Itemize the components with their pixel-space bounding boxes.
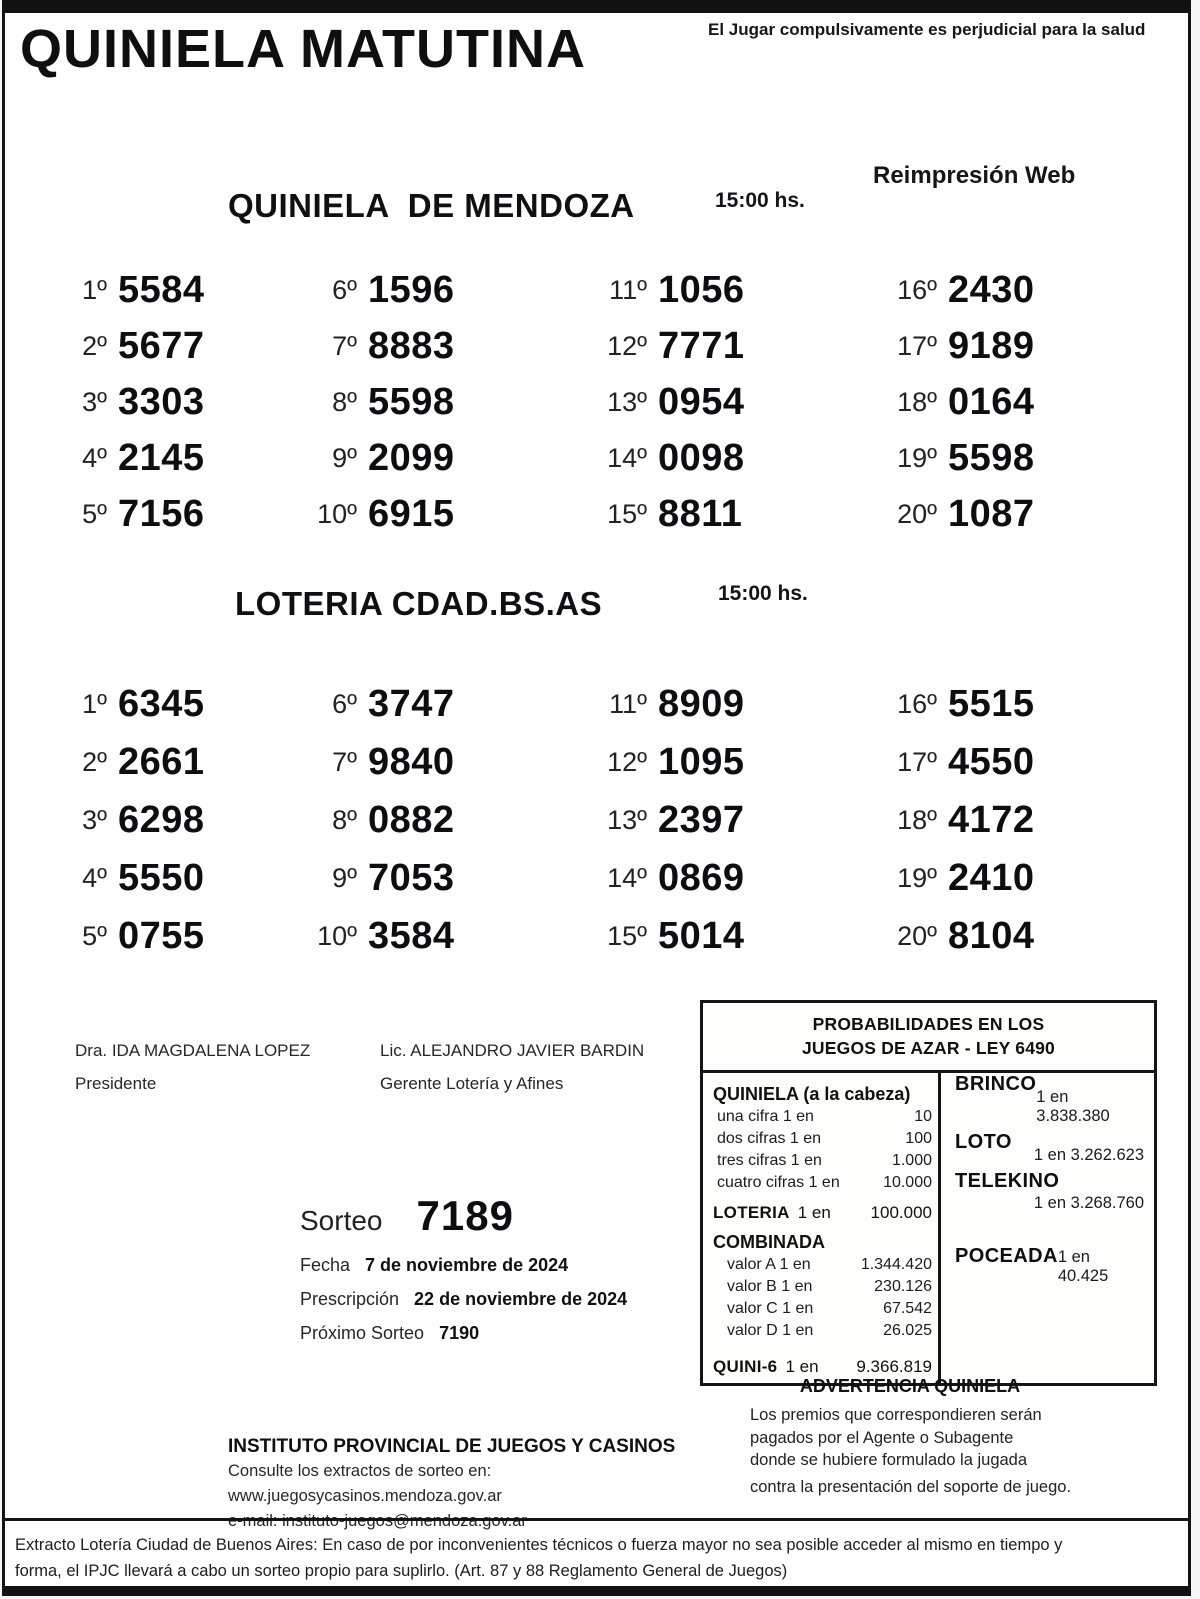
result-item [55,733,305,791]
result-item [885,430,1155,486]
result-position: 11º [609,274,647,305]
result-position: 5º [82,498,107,529]
result-item [885,907,1155,965]
result-item [885,733,1155,791]
next-draw-line [300,1323,479,1344]
result-item [885,849,1155,907]
result-position: 17º [897,330,937,361]
result-item [595,791,885,849]
result-position: 2º [82,330,107,361]
result-item [305,907,595,965]
odds-row [713,1128,932,1150]
result-item [55,849,305,907]
section-time-bsas: 15:00 hs. [718,582,808,605]
result-number: 8811 [658,492,743,535]
result-position: 16º [897,688,937,719]
result-position: 1º [82,688,107,719]
result-position: 10º [317,920,357,951]
result-item [595,675,885,733]
odds-value: 1 en 3.838.380 [1036,1088,1110,1125]
result-number: 7053 [368,856,455,899]
result-item [595,262,885,318]
result-number: 6345 [118,682,205,725]
result-position: 15º [607,498,647,529]
result-position: 13º [607,804,647,835]
result-number: 3584 [368,914,455,957]
institute-name: INSTITUTO PROVINCIAL DE JUEGOS Y CASINOS [228,1436,676,1457]
institute-consult-line: Consulte los extractos de sorteo en: [228,1462,492,1480]
game-odds-entry [955,1170,1144,1213]
result-number: 2397 [658,798,745,841]
result-number: 0098 [658,436,745,479]
result-position: 12º [607,746,647,777]
warning-lines [715,1404,1135,1498]
game-name: QUINI-6 [713,1357,778,1376]
result-item [885,791,1155,849]
result-position: 2º [82,746,107,777]
result-number: 5677 [118,324,205,367]
footer-note-line: forma, el IPJC llevará a cabo un sorteo propio para suplirlo. (Art. 87 y 88 Reglamento General de Juegos) [15,1562,788,1580]
warning-line: pagados por el Agente o Subagente [750,1428,1014,1447]
signature-manager [380,1040,644,1095]
odds-label: tres cifras 1 en [717,1152,822,1169]
signature-role: Presidente [75,1074,157,1093]
combinada-odds-rows [713,1254,932,1342]
result-number: 5014 [658,914,745,957]
probabilities-left-column [703,1073,941,1383]
result-item [595,733,885,791]
odds-value: 1 en 40.425 [1057,1248,1109,1285]
result-position: 15º [607,920,647,951]
combinada-odds-header: COMBINADA [713,1232,825,1252]
odds-value: 100 [905,1130,932,1147]
odds-value: 26.025 [883,1322,932,1339]
warning-line: Los premios que correspondieren serán [750,1406,1042,1424]
next-draw-value: 7190 [439,1323,480,1343]
result-item [305,430,595,486]
warning-block [715,1376,1135,1498]
result-number: 2145 [118,436,205,479]
footer-note-line: Extracto Lotería Ciudad de Buenos Aires: En caso de por inconvenientes técnicos o fuerza mayor no sea posible acceder al mismo en tiempo y [15,1536,1063,1554]
signature-role: Gerente Lotería y Afines [380,1074,564,1093]
date-value: 7 de noviembre de 2024 [365,1255,569,1275]
probabilities-right-column [941,1073,1154,1383]
result-item [55,675,305,733]
result-item [305,849,595,907]
loteria-odds-row [713,1201,932,1225]
odds-label: valor A 1 en [727,1256,811,1273]
result-position: 19º [897,442,937,473]
result-position: 12º [607,330,647,361]
odds-row [713,1254,932,1276]
prescription-value: 22 de noviembre de 2024 [414,1289,628,1309]
odds-value: 10.000 [883,1174,932,1191]
date-label: Fecha [300,1255,351,1275]
result-item [595,374,885,430]
reprint-label: Reimpresión Web [873,162,1076,189]
health-warning-text: El Jugar compulsivamente es perjudicial para la salud [708,20,1146,39]
result-item [595,907,885,965]
result-number: 6915 [368,492,455,535]
draw-label: Sorteo [300,1205,383,1236]
result-number: 0755 [118,914,205,957]
signature-name: Dra. IDA MAGDALENA LOPEZ [75,1041,311,1060]
result-number: 9840 [368,740,455,783]
result-position: 4º [82,862,107,893]
result-number: 5550 [118,856,205,899]
result-number: 7771 [658,324,745,367]
result-item [55,374,305,430]
odds-value: 1.344.420 [860,1256,932,1273]
result-position: 8º [332,386,357,417]
prescription-line [300,1289,627,1310]
result-position: 17º [897,746,937,777]
result-item [885,318,1155,374]
odds-label: cuatro cifras 1 en [717,1174,840,1191]
odds-mid: 1 en [785,1357,819,1376]
results-grid-mendoza [55,262,1155,542]
institute-email: e-mail: instituto-juegos@mendoza.gov.ar [228,1512,527,1530]
result-item [885,374,1155,430]
result-number: 5515 [948,682,1035,725]
result-item [885,486,1155,542]
result-item [55,430,305,486]
result-position: 5º [82,920,107,951]
result-number: 0882 [368,798,455,841]
result-item [55,262,305,318]
result-number: 1596 [368,268,455,311]
result-number: 2430 [948,268,1035,311]
odds-label: una cifra 1 en [717,1108,814,1125]
result-number: 5598 [368,380,455,423]
result-number: 1056 [658,268,745,311]
warning-line: contra la presentación del soporte de juego. [750,1477,1072,1496]
next-draw-label: Próximo Sorteo [300,1323,425,1343]
result-number: 5584 [118,268,205,311]
result-number: 2410 [948,856,1035,899]
result-number: 3747 [368,682,455,725]
odds-value: 9.366.819 [856,1357,932,1376]
prescription-label: Prescripción [300,1289,400,1309]
result-item [305,486,595,542]
result-position: 10º [317,498,357,529]
odds-row [713,1150,932,1172]
result-position: 16º [897,274,937,305]
result-number: 7156 [118,492,205,535]
result-item [595,486,885,542]
warning-title: ADVERTENCIA QUINIELA [799,1376,1021,1396]
probabilities-title-line1: PROBABILIDADES EN LOS [812,1014,1045,1034]
result-position: 19º [897,862,937,893]
result-position: 20º [897,498,937,529]
game-odds-entry [955,1131,1144,1165]
document-title: QUINIELA MATUTINA [20,19,586,79]
result-number: 9189 [948,324,1035,367]
odds-value: 1 en 3.268.760 [1033,1194,1144,1212]
draw-number-line [300,1192,514,1240]
game-name: LOTO [955,1131,1012,1153]
footer-note-box [5,1518,1188,1586]
odds-value: 1 en 3.262.623 [1033,1146,1144,1164]
result-item [595,430,885,486]
result-item [55,791,305,849]
result-item [885,262,1155,318]
result-item [55,486,305,542]
institute-website: www.juegosycasinos.mendoza.gov.ar [228,1487,502,1505]
signature-name: Lic. ALEJANDRO JAVIER BARDIN [380,1041,645,1060]
odds-value: 67.542 [883,1300,932,1317]
result-number: 8909 [658,682,745,725]
result-position: 7º [332,746,357,777]
quiniela-odds-rows [713,1106,932,1194]
game-name: BRINCO [955,1073,1037,1095]
result-position: 9º [332,862,357,893]
section-time-mendoza: 15:00 hs. [715,189,805,212]
result-position: 7º [332,330,357,361]
game-name: POCEADA [955,1245,1058,1267]
result-item [595,849,885,907]
game-name: LOTERIA [713,1203,790,1222]
result-item [305,791,595,849]
result-number: 0164 [948,380,1035,423]
result-position: 3º [82,386,107,417]
result-number: 0869 [658,856,745,899]
result-position: 9º [332,442,357,473]
section-title-mendoza: QUINIELA DE MENDOZA [228,187,635,224]
odds-label: valor D 1 en [727,1322,814,1339]
result-number: 2099 [368,436,455,479]
odds-value: 1.000 [891,1152,932,1169]
draw-number: 7189 [416,1192,514,1239]
odds-row [713,1320,932,1342]
result-number: 1087 [948,492,1035,535]
result-number: 5598 [948,436,1035,479]
result-item [305,318,595,374]
result-number: 0954 [658,380,745,423]
game-odds-entry [955,1073,1144,1126]
odds-row [713,1298,932,1320]
result-number: 3303 [118,380,205,423]
result-position: 20º [897,920,937,951]
result-item [305,374,595,430]
result-item [305,733,595,791]
result-position: 3º [82,804,107,835]
probabilities-body [703,1073,1154,1383]
warning-line: donde se hubiere formulado la jugada [750,1451,1028,1469]
result-number: 8104 [948,914,1035,957]
result-position: 6º [332,274,357,305]
odds-mid: 1 en [797,1203,831,1222]
odds-row [713,1172,932,1194]
result-position: 14º [607,862,647,893]
result-position: 11º [609,688,647,719]
odds-label: dos cifras 1 en [717,1130,822,1147]
odds-row [713,1276,932,1298]
result-position: 14º [607,442,647,473]
result-item [305,675,595,733]
draw-date-line [300,1255,568,1276]
result-position: 4º [82,442,107,473]
section-title-bsas: LOTERIA CDAD.BS.AS [235,585,603,622]
signature-president [75,1040,310,1095]
result-position: 1º [82,274,107,305]
result-number: 2661 [118,740,205,783]
odds-value: 10 [914,1108,932,1125]
probabilities-box [700,1000,1157,1386]
odds-label: valor C 1 en [727,1300,814,1317]
result-position: 18º [897,386,937,417]
result-number: 6298 [118,798,205,841]
result-number: 4550 [948,740,1035,783]
result-item [55,318,305,374]
odds-value: 230.126 [874,1278,932,1295]
result-item [55,907,305,965]
result-item [595,318,885,374]
document-page [2,0,1191,1596]
result-position: 18º [897,804,937,835]
game-name: TELEKINO [955,1170,1060,1192]
game-odds-entry [955,1245,1144,1286]
probabilities-title-line2: JUEGOS DE AZAR - LEY 6490 [802,1038,1055,1058]
odds-row [713,1106,932,1128]
quiniela-odds-header: QUINIELA (a la cabeza) [713,1084,911,1104]
result-position: 6º [332,688,357,719]
result-item [885,675,1155,733]
probabilities-header [703,1003,1154,1073]
odds-value: 100.000 [870,1203,932,1222]
result-number: 8883 [368,324,455,367]
result-number: 4172 [948,798,1035,841]
results-grid-bsas [55,675,1155,965]
result-position: 8º [332,804,357,835]
odds-label: valor B 1 en [727,1278,813,1295]
result-position: 13º [607,386,647,417]
odds-label [713,1201,831,1225]
result-number: 1095 [658,740,745,783]
result-item [305,262,595,318]
